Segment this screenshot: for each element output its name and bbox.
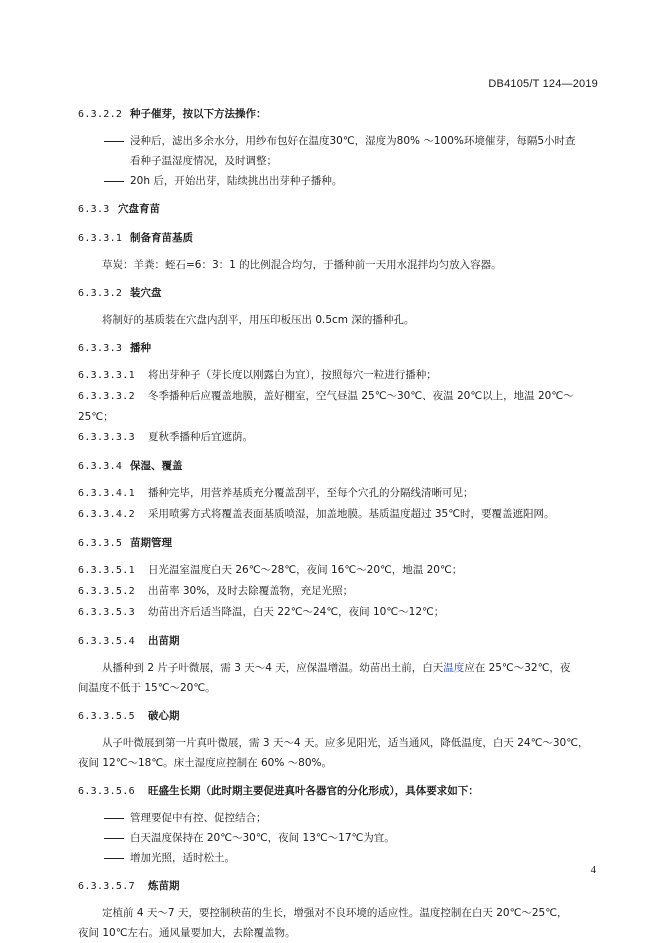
item-text: 将出芽种子（芽长度以刚露白为宜），按照每穴一粒进行播种； [148, 369, 437, 381]
numbered-item [78, 483, 600, 504]
section-number: 6.3.3.5 [78, 538, 123, 549]
dash-marker [104, 838, 124, 839]
paragraph: 定植前 4 天～7 天，要控制秧苗的生长，增强对不良环境的适应性。温度控制在白天 20℃～25℃， [102, 907, 568, 919]
section-number: 6.3.3.5.6 [78, 786, 135, 797]
section-heading-6-3-3-4 [78, 456, 600, 477]
dash-marker [104, 181, 124, 182]
temperature-link[interactable]: 温度 [443, 662, 465, 674]
section-title: 炼苗期 [148, 880, 180, 892]
dash-list-item [78, 808, 600, 828]
section-heading-6-3-3-5-5 [78, 706, 600, 727]
section-heading-6-3-3-1 [78, 228, 600, 249]
numbered-item [78, 504, 600, 525]
paragraph-continuation: 间温度不低于 15℃～20℃。 [78, 682, 216, 694]
section-number: 6.3.3 [78, 204, 110, 215]
dash-list-item [78, 171, 600, 191]
paragraph-continuation: 夜间 12℃～18℃。床土湿度应控制在 60% ～80%。 [78, 757, 332, 769]
list-item-text: 增加光照，适时松土。 [130, 852, 235, 864]
section-heading-6-3-3-5-4 [78, 631, 600, 652]
item-number: 6.3.3.3.1 [78, 370, 135, 381]
dash-marker [104, 858, 124, 859]
section-heading-6-3-3-2 [78, 283, 600, 304]
dash-marker [104, 141, 124, 142]
section-number: 6.3.3.5.4 [78, 636, 135, 647]
section-title: 苗期管理 [130, 537, 172, 549]
numbered-item [78, 560, 600, 581]
dash-list-item-continuation [78, 151, 600, 171]
paragraph: 将制好的基质装在穴盘内刮平，用压印板压出 0.5cm 深的播种孔。 [102, 314, 415, 326]
numbered-item [78, 427, 600, 448]
page-number: 4 [590, 864, 596, 876]
paragraph-continuation: 夜间 10℃左右。通风量要加大，去除覆盖物。 [78, 927, 296, 939]
dash-list-item [78, 848, 600, 868]
section-title: 穴盘育苗 [118, 203, 160, 215]
paragraph [78, 658, 600, 678]
item-number: 6.3.3.4.2 [78, 509, 135, 520]
item-text: 幼苗出齐后适当降温，白天 22℃～24℃，夜间 10℃～12℃； [148, 606, 445, 618]
section-number: 6.3.3.3 [78, 343, 123, 354]
section-number: 6.3.3.5.5 [78, 711, 135, 722]
section-number: 6.3.3.2 [78, 288, 123, 299]
item-number: 6.3.3.5.2 [78, 586, 135, 597]
section-title: 装穴盘 [130, 287, 162, 299]
list-item-text: 浸种后，滤出多余水分，用纱布包好在温度30℃，湿度为80% ～100%环境催芽，每隔5小时查 [130, 135, 576, 147]
section-number: 6.3.3.5.7 [78, 881, 135, 892]
item-number: 6.3.3.4.1 [78, 488, 135, 499]
item-text: 冬季播种后应覆盖地膜，盖好棚室，空气昼温 25℃～30℃、夜温 20℃以上，地温 20℃～ [148, 390, 574, 402]
section-heading-6-3-3-5 [78, 533, 600, 554]
item-number: 6.3.3.3.2 [78, 391, 135, 402]
section-heading-6-3-3-5-6 [78, 781, 600, 802]
paragraph-text: 从播种到 2 片子叶微展，需 3 天～4 天，应保温增温。幼苗出土前，白天 [102, 662, 444, 674]
list-item-text: 管理要促中有控、促控结合； [130, 812, 267, 824]
paragraph: 草炭：羊粪：蛭石=6：3：1 的比例混合均匀，于播种前一天用水混拌均匀放入容器。 [102, 259, 502, 271]
numbered-item [78, 365, 600, 386]
numbered-item-continuation: 25℃； [78, 411, 114, 423]
section-heading-6-3-3-3 [78, 338, 600, 359]
section-number: 6.3.3.4 [78, 461, 123, 472]
paragraph: 从子叶微展到第一片真叶微展，需 3 天～4 天。应多见阳光，适当通风，降低温度，白天 24℃～30℃， [102, 737, 589, 749]
list-item-text: 20h 后，开始出芽，陆续挑出出芽种子播种。 [130, 175, 343, 187]
section-title: 旺盛生长期（此时期主要促进真叶各器官的分化形成），具体要求如下： [148, 785, 479, 797]
section-title: 破心期 [148, 710, 180, 722]
section-heading-6-3-3 [78, 199, 600, 220]
section-heading-6-3-3-5-7 [78, 876, 600, 897]
section-title: 种子催芽，按以下方法操作： [130, 108, 267, 120]
list-item-text: 白天温度保持在 20℃～30℃，夜间 13℃～17℃为宜。 [130, 832, 395, 844]
numbered-item [78, 386, 600, 407]
item-text: 出苗率 30%，及时去除覆盖物，充足光照； [148, 585, 354, 597]
paragraph-text: 应在 25℃～32℃，夜 [464, 662, 571, 674]
list-item-text: 看种子温湿度情况，及时调整； [130, 155, 277, 167]
numbered-item [78, 602, 600, 623]
item-number: 6.3.3.3.3 [78, 432, 135, 443]
item-number: 6.3.3.5.3 [78, 607, 135, 618]
dash-list-item [78, 828, 600, 848]
section-title: 播种 [130, 342, 151, 354]
item-text: 播种完毕，用营养基质充分覆盖刮平，至每个穴孔的分隔线清晰可见； [148, 487, 474, 499]
section-heading-6-3-2-2 [78, 104, 600, 125]
section-number: 6.3.3.1 [78, 233, 123, 244]
document-body [78, 104, 600, 943]
item-text: 采用喷雾方式将覆盖表面基质喷湿，加盖地膜。基质温度超过 35℃时，要覆盖遮阳网。 [148, 508, 555, 520]
item-text: 日光温室温度白天 26℃～28℃，夜间 16℃～20℃，地温 20℃； [148, 564, 463, 576]
numbered-item [78, 581, 600, 602]
item-text: 夏秋季播种后宜遮荫。 [148, 431, 253, 443]
document-code: DB4105/T 124—2019 [488, 78, 598, 90]
item-number: 6.3.3.5.1 [78, 565, 135, 576]
dash-marker [104, 818, 124, 819]
dash-list-item [78, 131, 600, 151]
section-number: 6.3.2.2 [78, 109, 123, 120]
section-title: 制备育苗基质 [130, 232, 193, 244]
section-title: 保湿、覆盖 [130, 460, 183, 472]
section-title: 出苗期 [148, 635, 180, 647]
